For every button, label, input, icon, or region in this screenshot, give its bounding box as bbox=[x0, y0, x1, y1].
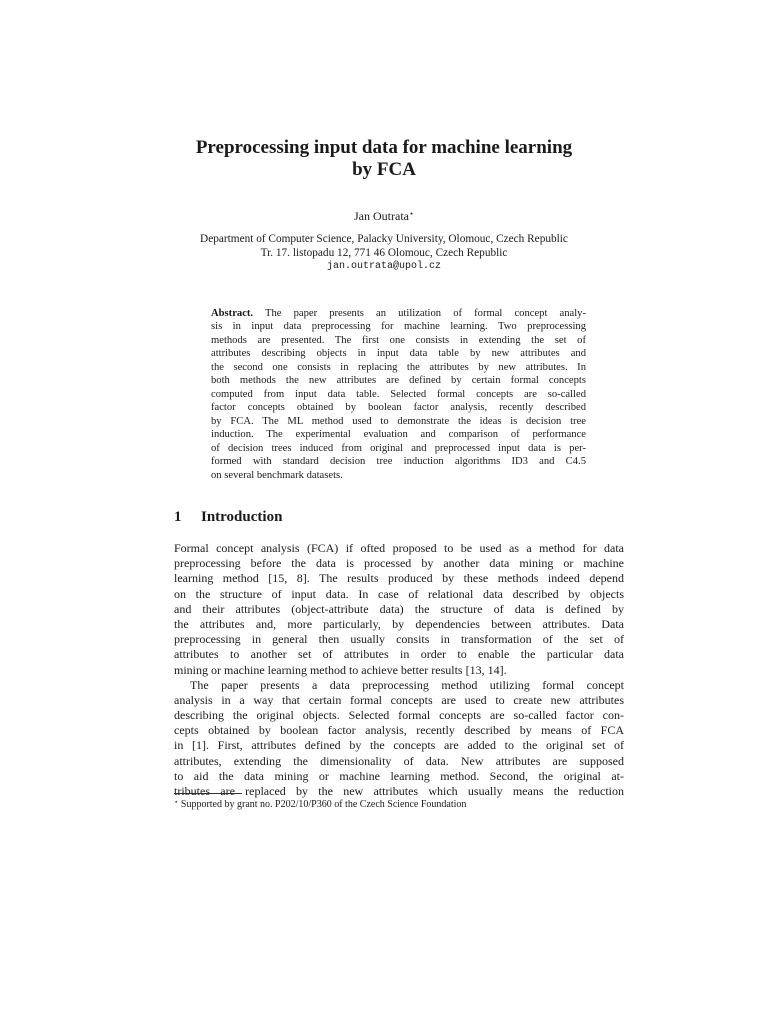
section-heading bbox=[174, 508, 282, 526]
author-line bbox=[0, 206, 768, 224]
abstract-label: Abstract. bbox=[211, 308, 254, 319]
body-line: preprocessing before the data is processed by another data mining or machine bbox=[174, 556, 624, 571]
abstract-text: The paper presents an utilization of formal concept analy- bbox=[265, 308, 586, 319]
affiliation-line: Tr. 17. listopadu 12, 771 46 Olomouc, Czech Republic bbox=[260, 246, 508, 259]
abstract-line: methods are presented. The first one consists in extending the set of bbox=[211, 334, 586, 346]
author-name: Jan Outrata bbox=[354, 209, 409, 223]
body-line: Formal concept analysis (FCA) if ofted proposed to be used as a method for data bbox=[174, 541, 624, 555]
section-title: Introduction bbox=[201, 509, 283, 525]
abstract bbox=[211, 307, 586, 482]
body-line: to aid the data mining or machine learning method. Second, the original at- bbox=[174, 768, 624, 783]
section-number: 1 bbox=[174, 509, 182, 525]
author-email: jan.outrata@upol.cz bbox=[326, 261, 442, 272]
abstract-line: computed from input data table. Selected formal concepts are so-called bbox=[211, 388, 586, 400]
abstract-line: by FCA. The ML method used to demonstrate the ideas is decision tree bbox=[211, 415, 586, 427]
body-line: tributes are replaced by the new attributes which usually means the reduction bbox=[174, 784, 624, 798]
body-line: in [1]. First, attributes defined by the concepts are added to the original set of bbox=[174, 738, 624, 753]
abstract-line: both methods the new attributes are defined by certain formal concepts bbox=[211, 375, 586, 387]
body-line: on the structure of input data. In case of relational data described by objects bbox=[174, 586, 624, 601]
body-line: learning method [15, 8]. The results produced by these methods indeed depend bbox=[174, 571, 624, 586]
body-line: attributes to another set of attributes in order to enable the particular data bbox=[174, 647, 624, 662]
body-text bbox=[174, 541, 624, 799]
body-line: mining or machine learning method to achieve better results [13, 14]. bbox=[174, 662, 507, 677]
body-line: cepts obtained by boolean factor analysis, recently described by means of FCA bbox=[174, 723, 624, 738]
body-line: and their attributes (object-attribute data) the structure of data is defined by bbox=[174, 601, 624, 616]
abstract-line: of decision trees induced from original and preprocessed input data is per- bbox=[211, 442, 586, 454]
title-line: by FCA bbox=[352, 159, 416, 180]
body-line: describing the original objects. Selected formal concepts are so-called factor con- bbox=[174, 708, 624, 723]
abstract-line: on several benchmark datasets. bbox=[211, 469, 343, 481]
abstract-line: sis in input data preprocessing for machine learning. Two preprocessing bbox=[211, 321, 586, 333]
abstract-line: attributes describing objects in input data table by new attributes and bbox=[211, 348, 586, 360]
body-line: the attributes and, more particularly, by dependencies between attributes. Data bbox=[174, 616, 624, 631]
body-line: preprocessing in general then usually consits in transformation of the set of bbox=[174, 632, 624, 647]
body-line: analysis in a way that certain formal concepts are used to create new attributes bbox=[174, 692, 624, 707]
body-line: attributes, extending the dimensionality of data. New attributes are supposed bbox=[174, 753, 624, 768]
abstract-line: the second one consists in replacing the attributes by new attributes. In bbox=[211, 361, 586, 373]
title-line: Preprocessing input data for machine learning bbox=[195, 137, 573, 158]
paper-title bbox=[150, 137, 618, 181]
affiliation-line: Department of Computer Science, Palacky University, Olomouc, Czech Republic bbox=[200, 233, 568, 245]
affiliation bbox=[0, 233, 768, 274]
abstract-line: formed with standard decision tree induction algorithms ID3 and C4.5 bbox=[211, 456, 586, 468]
footnote bbox=[174, 796, 466, 811]
footnote-text: Supported by grant no. P202/10/P360 of the Czech Science Foundation bbox=[180, 799, 467, 810]
abstract-line: factor concepts obtained by boolean factor analysis, recently described bbox=[211, 402, 586, 414]
abstract-line: induction. The experimental evaluation and comparison of performance bbox=[211, 429, 586, 441]
footnote-mark: ⋆ bbox=[174, 798, 179, 806]
footnote-rule bbox=[174, 793, 242, 794]
abstract-line bbox=[211, 307, 586, 320]
body-line: The paper presents a data preprocessing method utilizing formal concept bbox=[190, 677, 624, 692]
author-footnote-mark: ⋆ bbox=[408, 209, 414, 218]
